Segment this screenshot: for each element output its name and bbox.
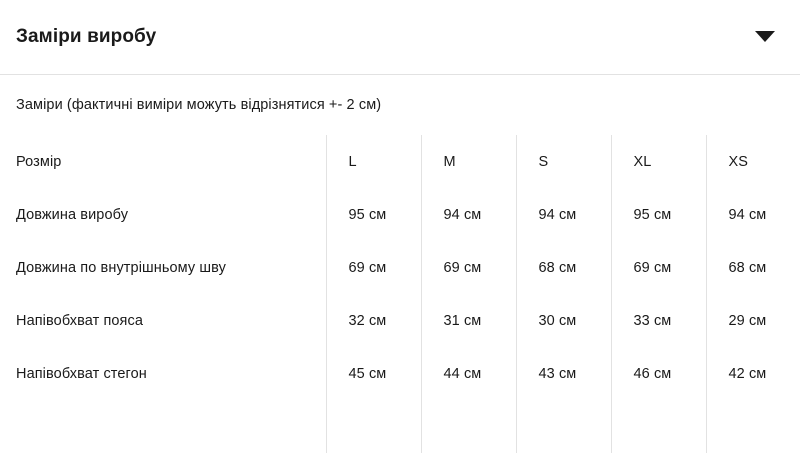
column-header-size: Розмір (16, 153, 62, 170)
cell-value: 69 см (611, 241, 706, 294)
cell-value: 46 см (611, 347, 706, 400)
spacer-cell (611, 400, 706, 453)
cell-value: 31 см (421, 294, 516, 347)
column-header-size-m: M (421, 135, 516, 188)
table-row (16, 188, 800, 241)
cell-value: 69 см (326, 241, 421, 294)
column-header-size-xs: XS (706, 135, 800, 188)
table-row (16, 135, 800, 188)
cell-value: 29 см (706, 294, 800, 347)
column-header-size-l: L (326, 135, 421, 188)
cell-value: 95 см (326, 188, 421, 241)
cell-value: 94 см (421, 188, 516, 241)
measurements-table (16, 135, 800, 453)
cell-value: 44 см (421, 347, 516, 400)
measurement-note: Заміри (фактичні виміри можуть відрізнятися +- 2 см) (16, 97, 382, 113)
table-header (16, 135, 800, 188)
row-label: Довжина по внутрішньому шву (16, 259, 226, 276)
cell-value: 94 см (706, 188, 800, 241)
cell-value: 69 см (421, 241, 516, 294)
cell-value: 45 см (326, 347, 421, 400)
table-row (16, 241, 800, 294)
cell-value: 68 см (516, 241, 611, 294)
column-header-size-s: S (516, 135, 611, 188)
panel-body (0, 75, 800, 453)
table-body (16, 188, 800, 453)
cell-value: 94 см (516, 188, 611, 241)
page-title: Заміри виробу (16, 26, 157, 47)
cell-value: 33 см (611, 294, 706, 347)
row-label: Напівобхват пояса (16, 312, 144, 329)
table-row (16, 347, 800, 400)
cell-value: 43 см (516, 347, 611, 400)
cell-value: 30 см (516, 294, 611, 347)
cell-value: 68 см (706, 241, 800, 294)
row-label: Напівобхват стегон (16, 365, 147, 382)
spacer-cell (516, 400, 611, 453)
cell-value: 32 см (326, 294, 421, 347)
table-row (16, 294, 800, 347)
spacer-cell (326, 400, 421, 453)
spacer-cell (16, 400, 326, 453)
spacer-cell (706, 400, 800, 453)
chevron-down-icon[interactable] (754, 26, 776, 48)
column-header-size-xl: XL (611, 135, 706, 188)
spacer-cell (421, 400, 516, 453)
panel-header[interactable] (0, 0, 800, 75)
table-row-spacer (16, 400, 800, 453)
cell-value: 42 см (706, 347, 800, 400)
row-label: Довжина виробу (16, 206, 129, 223)
cell-value: 95 см (611, 188, 706, 241)
